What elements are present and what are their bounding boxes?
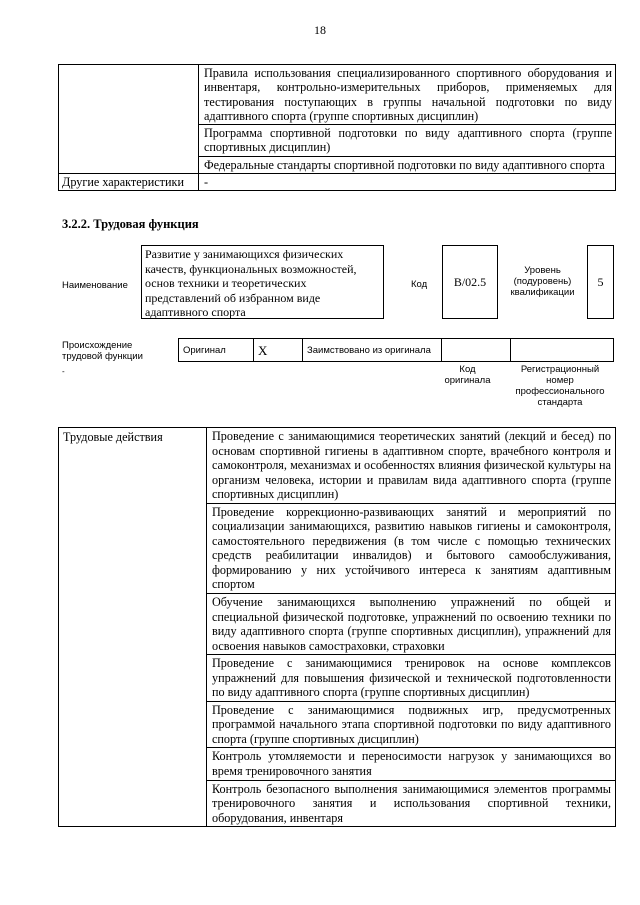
level-label: Уровень (подуровень) квалификации — [510, 265, 575, 298]
original-label: Оригинал — [179, 339, 254, 362]
top-table — [58, 64, 616, 191]
labor-action-item: Проведение с занимающимися теоретических занятий (лекций и бесед) по основам спортивной гигиены в адаптивном спорте, врачебного контроля и самоконтроля, механизмах и особенностях влияния физической культуры на организм человека, истории и правилам вида адаптивного спорта (группе спортивных дисциплин) — [207, 428, 616, 504]
table-cell: Программа спортивной подготовки по виду адаптивного спорта (группе спортивных дисциплин) — [199, 125, 616, 157]
labor-action-item: Проведение с занимающимися подвижных игр, предусмотренных программой начального этапа спортивной подготовки по виду адаптивного спорта (группе спортивных дисциплин) — [207, 701, 616, 748]
table-cell: Правила использования специализированного спортивного оборудования и инвентаря, контрольно-измерительных приборов, применяемых для тестирования поступающих в группы начальной подготовки по виду адаптивного спорта (группе спортивных дисциплин) — [199, 65, 616, 125]
other-characteristics-label: Другие характеристики — [59, 174, 199, 191]
name-label: Наименование — [62, 280, 128, 291]
reg-number-label: Регистрационный номер профессионального стандарта — [515, 364, 605, 408]
code-value-box: B/02.5 — [442, 245, 498, 319]
table-cell: Федеральные стандарты спортивной подготовки по виду адаптивного спорта — [199, 156, 616, 173]
labor-action-item: Проведение коррекционно-развивающих занятий и мероприятий по социализации занимающихся, развитию навыков гигиены и самоконтроля, самостоятельного передвижения (в том числе с помощью технических средств реабилитации инвалидов) и бытового самообслуживания, формированию у них устойчивого интереса к занятиям адаптивным спортом — [207, 503, 616, 593]
dash-mark: - — [62, 367, 65, 376]
original-mark: X — [254, 339, 303, 362]
page-number: 18 — [314, 23, 326, 37]
level-value-box: 5 — [587, 245, 614, 319]
borrowed-label: Заимствовано из оригинала — [303, 339, 442, 362]
labor-action-item: Проведение с занимающимися тренировок на основе комплексов упражнений для повышения физической и технической подготовленности по виду адаптивного спорта (группе спортивных дисциплин) — [207, 655, 616, 702]
labor-actions-label: Трудовые действия — [59, 428, 207, 827]
reg-number-cell — [511, 339, 614, 362]
origin-label: Происхождение трудовой функции — [62, 340, 143, 362]
empty-label-cell — [59, 65, 199, 174]
labor-action-item: Обучение занимающихся выполнению упражнений по общей и специальной физической подготовке, упражнений по освоению техники по виду адаптивного спорта (группе спортивных дисциплин), упражнений для освоения навыков самостраховки, страховки — [207, 594, 616, 655]
origin-code-label: Код оригинала — [444, 364, 491, 386]
code-label: Код — [411, 279, 428, 290]
function-name-box: Развитие у занимающихся физических качеств, функциональных возможностей, основ техники и теоретических представлений об избранном виде адаптивного спорта — [141, 245, 384, 319]
section-heading: 3.2.2. Трудовая функция — [62, 217, 199, 231]
labor-action-item: Контроль безопасного выполнения занимающимися элементов программы тренировочного занятия и использования спортивной техники, оборудования, инвентаря — [207, 780, 616, 827]
origin-code-cell — [442, 339, 511, 362]
labor-actions-table — [58, 427, 616, 827]
other-characteristics-value: - — [199, 174, 616, 191]
origin-table — [178, 338, 614, 362]
labor-action-item: Контроль утомляемости и переносимости нагрузок у занимающихся во время тренировочного занятия — [207, 748, 616, 780]
